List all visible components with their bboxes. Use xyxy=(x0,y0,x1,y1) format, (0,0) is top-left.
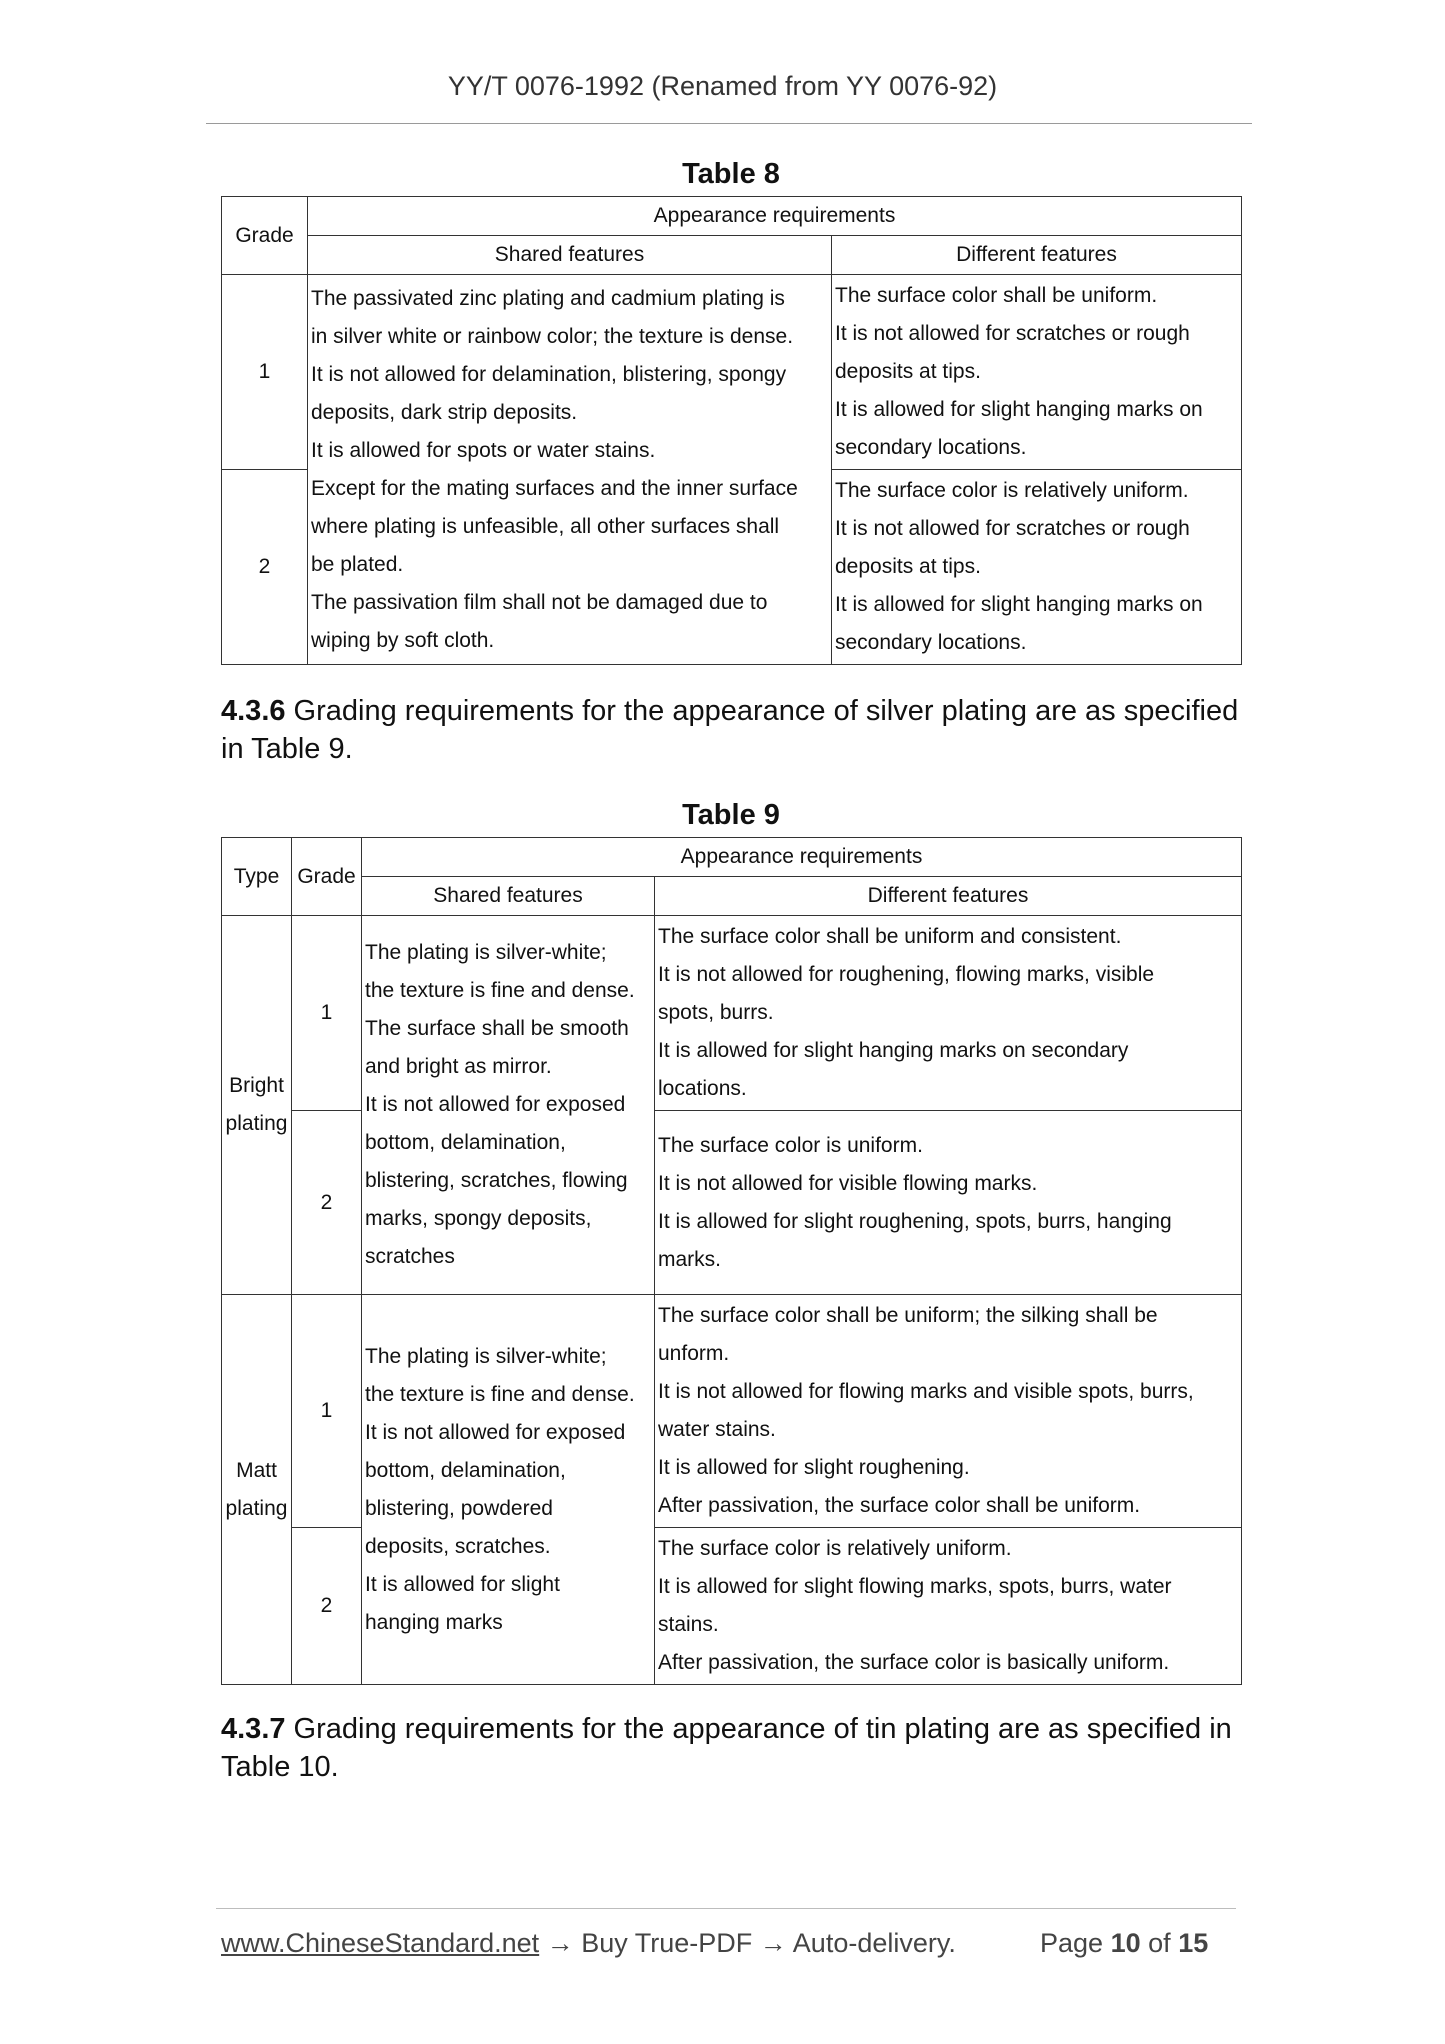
page-total: 15 xyxy=(1178,1928,1209,1958)
paragraph-text: Grading requirements for the appearance of silver plating are as specified in Table 9. xyxy=(221,695,1239,765)
table9-shared-line: blistering, scratches, flowing xyxy=(365,1169,628,1192)
page-number: 10 xyxy=(1110,1928,1141,1958)
table9-matt-diff-grade1-cell xyxy=(655,1295,1242,1528)
table9-diff-line: The surface color is uniform. xyxy=(658,1133,923,1157)
table9-diff-line: It is not allowed for flowing marks and visible spots, burrs, xyxy=(658,1380,1194,1403)
table9-matt-grade-2: 2 xyxy=(292,1528,362,1685)
table8-diff-line: The surface color shall be uniform. xyxy=(835,284,1158,307)
section-number: 4.3.6 xyxy=(221,695,286,727)
table9-shared-line: The plating is silver-white; xyxy=(365,941,607,964)
table8-different-header: Different features xyxy=(832,236,1242,275)
table9-diff-line: After passivation, the surface color is basically uniform. xyxy=(658,1651,1170,1674)
footer-divider xyxy=(216,1908,1236,1909)
table9-bright-shared-cell xyxy=(362,916,655,1295)
table8-diff-line: secondary locations. xyxy=(835,631,1027,654)
table9-diff-line: unform. xyxy=(658,1342,730,1365)
table9-bright-diff-grade2-cell xyxy=(655,1111,1242,1295)
page-indicator xyxy=(1040,1928,1208,1959)
table9-shared-line: It is allowed for slight xyxy=(365,1572,560,1596)
table8-diff-line: It is allowed for slight hanging marks on xyxy=(835,593,1203,616)
table9-shared-line: It is not allowed for exposed xyxy=(365,1420,626,1444)
table9-bright-grade-1: 1 xyxy=(292,916,362,1111)
table9-grade-header: Grade xyxy=(292,838,362,916)
table9-diff-line: water stains. xyxy=(658,1418,776,1441)
table8-caption: Table 8 xyxy=(682,158,780,190)
table9-shared-line: hanging marks xyxy=(365,1610,503,1634)
table9-diff-line: It is allowed for slight hanging marks on secondary xyxy=(658,1039,1129,1062)
table9-matt-grade-1: 1 xyxy=(292,1295,362,1528)
paragraph-text: Grading requirements for the appearance of tin plating are as specified in Table 10. xyxy=(221,1713,1232,1783)
table9-shared-line: the texture is fine and dense. xyxy=(365,1382,635,1406)
page-word: Page xyxy=(1040,1928,1104,1958)
table8-diff-grade1-cell xyxy=(832,275,1242,470)
table9-matt-shared-cell xyxy=(362,1295,655,1685)
page-header: YY/T 0076-1992 (Renamed from YY 0076-92) xyxy=(447,71,998,101)
table8-shared-line: It is not allowed for delamination, blistering, spongy xyxy=(311,362,787,386)
table8-diff-line: The surface color is relatively uniform. xyxy=(835,479,1189,502)
table9-diff-line: It is allowed for slight roughening, spots, burrs, hanging xyxy=(658,1209,1172,1233)
arrow-right-icon: → xyxy=(546,1928,574,1958)
paragraph-4-3-7 xyxy=(221,1710,1241,1786)
table9-shared-line: and bright as mirror. xyxy=(365,1055,552,1078)
table8-shared-line: be plated. xyxy=(311,552,404,576)
of-word: of xyxy=(1148,1928,1171,1958)
table8-diff-line: deposits at tips. xyxy=(835,360,981,383)
table8-grade-header: Grade xyxy=(222,197,308,275)
table8-shared-line: The passivation film shall not be damaged due to xyxy=(311,590,768,614)
table8-diff-grade2-cell xyxy=(832,470,1242,665)
table9-bright-diff-grade1-cell xyxy=(655,916,1242,1111)
table9-diff-line: It is not allowed for visible flowing marks. xyxy=(658,1171,1038,1195)
table9-shared-line: the texture is fine and dense. xyxy=(365,979,635,1002)
table9-diff-line: spots, burrs. xyxy=(658,1001,774,1024)
table9-shared-line: scratches xyxy=(365,1245,455,1268)
site-link[interactable]: www.ChineseStandard.net xyxy=(221,1928,540,1958)
table9-shared-line: marks, spongy deposits, xyxy=(365,1207,592,1230)
table9-diff-line: The surface color shall be uniform and consistent. xyxy=(658,925,1122,948)
section-number: 4.3.7 xyxy=(221,1713,286,1745)
table9-shared-line: bottom, delamination, xyxy=(365,1458,566,1482)
table9-shared-line: The surface shall be smooth xyxy=(365,1017,629,1040)
table9-bright-grade-2: 2 xyxy=(292,1111,362,1295)
type-label-line: plating xyxy=(225,1112,288,1135)
table9-diff-line: It is allowed for slight roughening. xyxy=(658,1456,970,1479)
type-label-line: plating xyxy=(225,1496,288,1520)
table9-matt-diff-grade2-cell xyxy=(655,1528,1242,1685)
type-label-line: Matt xyxy=(236,1458,277,1482)
table8-appearance-header: Appearance requirements xyxy=(308,197,1242,236)
table9-diff-line: After passivation, the surface color shall be uniform. xyxy=(658,1494,1141,1517)
table8-shared-line: in silver white or rainbow color; the texture is dense. xyxy=(311,324,794,348)
footer-links xyxy=(221,1928,956,1959)
table9-type-bright xyxy=(222,916,292,1295)
table9-shared-line: deposits, scratches. xyxy=(365,1534,551,1558)
table8-diff-line: secondary locations. xyxy=(835,436,1027,459)
table8-shared-line: where plating is unfeasible, all other surfaces shall xyxy=(311,514,780,538)
table9-type-matt xyxy=(222,1295,292,1685)
table9 xyxy=(221,837,1242,1685)
table9-shared-line: blistering, powdered xyxy=(365,1496,553,1520)
table8-grade-2: 2 xyxy=(222,470,308,665)
buy-true-pdf-text: Buy True-PDF xyxy=(581,1928,753,1958)
table9-diff-line: The surface color shall be uniform; the silking shall be xyxy=(658,1304,1158,1327)
table9-different-header: Different features xyxy=(655,877,1242,916)
table9-diff-line: It is allowed for slight flowing marks, spots, burrs, water xyxy=(658,1575,1172,1598)
paragraph-4-3-6 xyxy=(221,692,1241,768)
table8-shared-line: deposits, dark strip deposits. xyxy=(311,400,578,424)
table9-diff-line: marks. xyxy=(658,1247,721,1271)
table9-diff-line: stains. xyxy=(658,1613,719,1636)
type-label-line: Bright xyxy=(229,1074,284,1097)
table8-shared-line: wiping by soft cloth. xyxy=(311,628,495,652)
table9-diff-line: The surface color is relatively uniform. xyxy=(658,1537,1012,1560)
table9-shared-header: Shared features xyxy=(362,877,655,916)
table8-shared-line: Except for the mating surfaces and the inner surface xyxy=(311,476,798,500)
table8-shared-cell xyxy=(308,275,832,665)
table8-shared-line: It is allowed for spots or water stains. xyxy=(311,438,656,462)
table8-diff-line: It is not allowed for scratches or rough xyxy=(835,517,1190,540)
table9-type-header: Type xyxy=(222,838,292,916)
table8-diff-line: deposits at tips. xyxy=(835,555,981,578)
table9-diff-line: It is not allowed for roughening, flowing marks, visible xyxy=(658,963,1155,986)
table9-appearance-header: Appearance requirements xyxy=(362,838,1242,877)
header-divider xyxy=(206,123,1252,124)
table8-diff-line: It is not allowed for scratches or rough xyxy=(835,322,1190,345)
table8 xyxy=(221,196,1242,665)
auto-delivery-text: Auto-delivery. xyxy=(792,1928,956,1958)
table8-grade-1: 1 xyxy=(222,275,308,470)
table9-shared-line: It is not allowed for exposed xyxy=(365,1093,626,1116)
arrow-right-icon: → xyxy=(759,1928,787,1958)
table9-diff-line: locations. xyxy=(658,1077,747,1100)
table9-shared-line: The plating is silver-white; xyxy=(365,1344,607,1368)
table9-caption: Table 9 xyxy=(682,799,780,831)
table8-shared-line: The passivated zinc plating and cadmium plating is xyxy=(311,286,785,310)
table8-diff-line: It is allowed for slight hanging marks on xyxy=(835,398,1203,421)
table9-shared-line: bottom, delamination, xyxy=(365,1131,566,1154)
table8-shared-header: Shared features xyxy=(308,236,832,275)
